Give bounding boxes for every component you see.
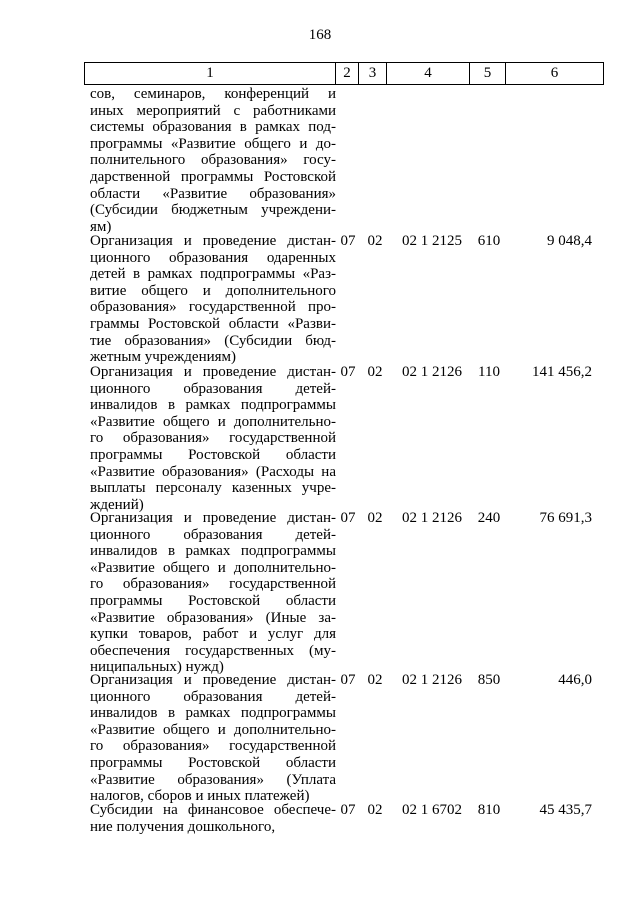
section-code: 07	[340, 364, 356, 380]
description-line: полнительного образования» госу-	[90, 152, 336, 169]
description-line: граммы Ростовской области «Разви-	[90, 315, 336, 332]
description-line: ционного образования детей-	[90, 380, 336, 397]
row-description	[90, 364, 336, 513]
description-line: го образования» государственной	[90, 430, 336, 447]
target-article: 02 1 2125	[402, 233, 462, 249]
row-description	[90, 672, 336, 805]
header-col-5: 5	[470, 63, 506, 85]
description-line: программы Ростовской области	[90, 592, 336, 609]
description-line: налогов, сборов и иных платежей)	[90, 788, 310, 805]
subsection-code: 02	[367, 510, 383, 526]
description-line: жетным учреждениям)	[90, 349, 237, 366]
target-article: 02 1 2126	[402, 672, 462, 688]
expense-type: 610	[477, 233, 501, 249]
description-line: ждений)	[90, 496, 144, 513]
section-code: 07	[340, 233, 356, 249]
section-code: 07	[340, 510, 356, 526]
description-line: «Развитие образования» (Иные за-	[90, 609, 336, 626]
header-col-6: 6	[506, 63, 604, 85]
expense-type: 810	[477, 802, 501, 818]
row-description	[90, 86, 336, 235]
amount: 141 456,2	[532, 364, 592, 380]
header-col-1: 1	[85, 63, 336, 85]
description-line: витие общего и дополнительного	[90, 282, 336, 299]
header-col-3: 3	[359, 63, 387, 85]
description-line: «Развитие общего и дополнительно-	[90, 721, 336, 738]
description-line: программы Ростовской области	[90, 754, 336, 771]
header-col-2: 2	[336, 63, 359, 85]
description-line: «Развитие образования» (Уплата	[90, 771, 336, 788]
expense-type: 110	[478, 364, 500, 380]
amount: 45 435,7	[539, 802, 592, 818]
subsection-code: 02	[367, 233, 383, 249]
description-line: инвалидов в рамках подпрограммы	[90, 543, 336, 560]
description-line: программы Ростовской области	[90, 446, 336, 463]
section-code: 07	[340, 672, 356, 688]
description-line: ционного образования детей-	[90, 526, 336, 543]
subsection-code: 02	[367, 802, 383, 818]
description-line: тие образования» (Субсидии бюд-	[90, 332, 336, 349]
expense-type: 240	[477, 510, 501, 526]
amount: 9 048,4	[547, 233, 592, 249]
amount: 76 691,3	[539, 510, 592, 526]
description-line: го образования» государственной	[90, 576, 336, 593]
description-line: «Развитие образования» (Расходы на	[90, 463, 336, 480]
description-line: Организация и проведение дистан-	[90, 510, 336, 526]
description-line: «Развитие общего и дополнительно-	[90, 413, 336, 430]
description-line: купки товаров, работ и услуг для	[90, 626, 336, 643]
description-line: «Развитие общего и дополнительно-	[90, 559, 336, 576]
description-line: образования» государственной про-	[90, 299, 336, 316]
row-description	[90, 233, 336, 366]
description-line: Субсидии на финансовое обеспече-	[90, 802, 336, 818]
description-line: инвалидов в рамках подпрограммы	[90, 397, 336, 414]
description-line: сов, семинаров, конференций и	[90, 86, 336, 102]
subsection-code: 02	[367, 364, 383, 380]
description-line: ционного образования детей-	[90, 688, 336, 705]
description-line: иных мероприятий с работниками	[90, 102, 336, 119]
description-line: Организация и проведение дистан-	[90, 672, 336, 688]
table-header	[84, 62, 604, 85]
description-line: Организация и проведение дистан-	[90, 233, 336, 249]
row-description	[90, 510, 336, 676]
subsection-code: 02	[367, 672, 383, 688]
description-line: инвалидов в рамках подпрограммы	[90, 705, 336, 722]
description-line: детей в рамках подпрограммы «Раз-	[90, 266, 336, 283]
target-article: 02 1 2126	[402, 364, 462, 380]
description-line: го образования» государственной	[90, 738, 336, 755]
description-line: дарственной программы Ростовской	[90, 168, 336, 185]
description-line: ям)	[90, 218, 112, 235]
header-col-4: 4	[387, 63, 470, 85]
section-code: 07	[340, 802, 356, 818]
description-line: обеспечения государственных (му-	[90, 642, 336, 659]
description-line: (Субсидии бюджетным учреждени-	[90, 202, 336, 219]
row-description	[90, 802, 336, 835]
description-line: ционного образования одаренных	[90, 249, 336, 266]
description-line: выплаты персоналу казенных учре-	[90, 480, 336, 497]
description-line: области «Развитие образования»	[90, 185, 336, 202]
target-article: 02 1 2126	[402, 510, 462, 526]
target-article: 02 1 6702	[402, 802, 462, 818]
expense-type: 850	[477, 672, 501, 688]
amount: 446,0	[558, 672, 592, 688]
description-line: системы образования в рамках под-	[90, 119, 336, 136]
description-line: ние получения дошкольного,	[90, 818, 276, 835]
description-line: Организация и проведение дистан-	[90, 364, 336, 380]
page-number: 168	[308, 27, 332, 43]
description-line: ниципальных) нужд)	[90, 659, 224, 676]
description-line: программы «Развитие общего и до-	[90, 135, 336, 152]
